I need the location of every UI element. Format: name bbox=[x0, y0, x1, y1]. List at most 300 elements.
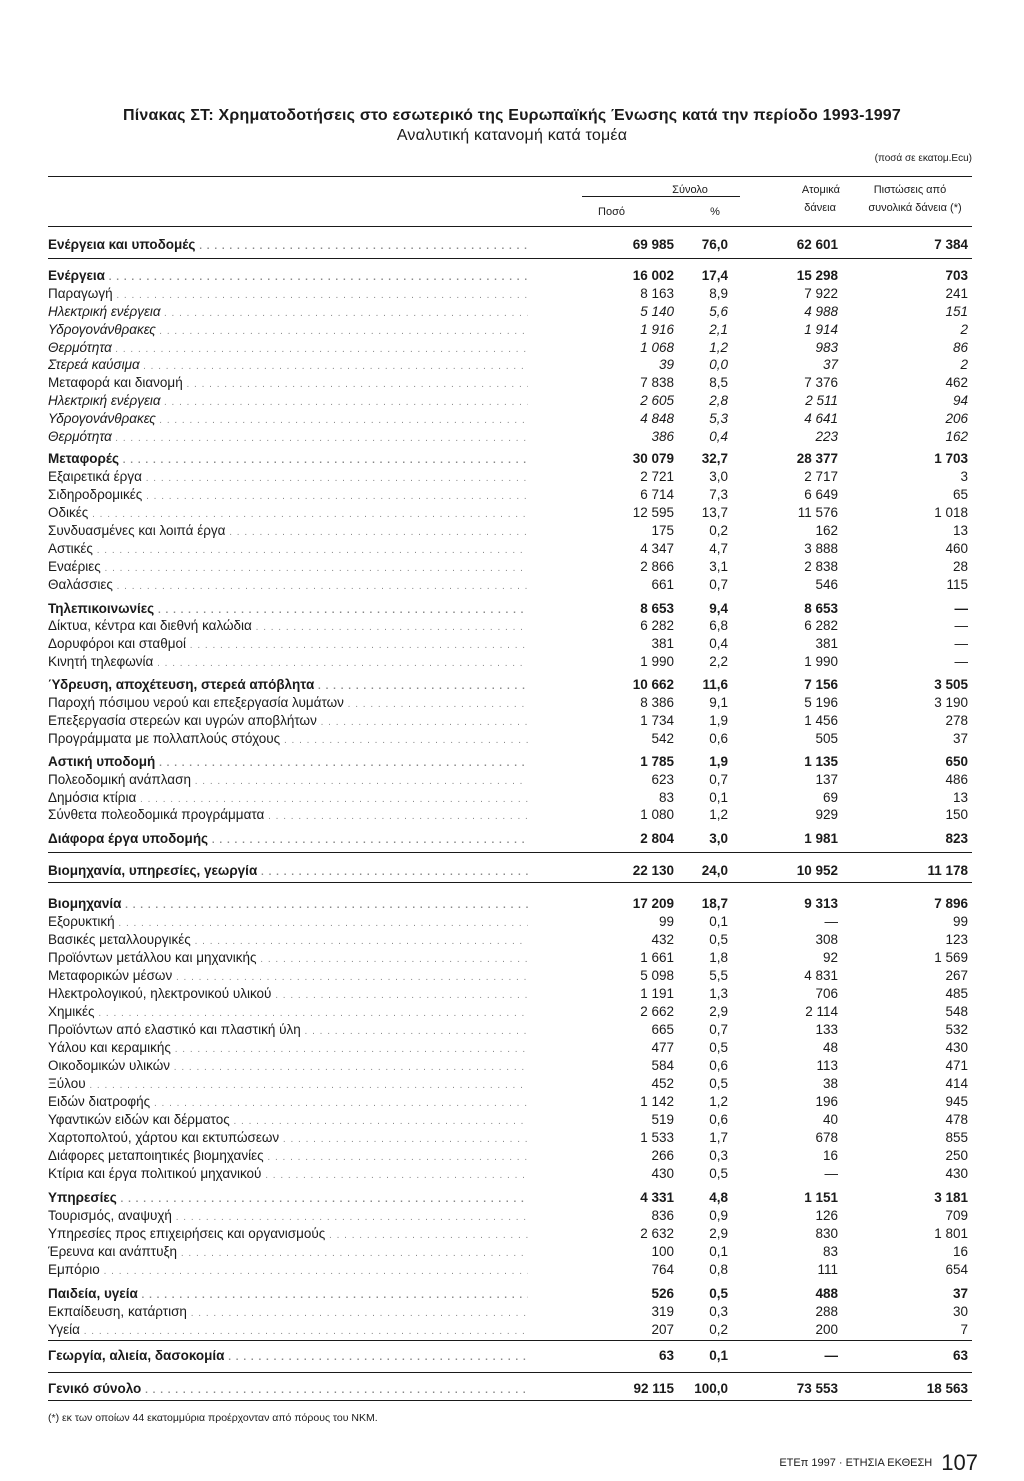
table-row bbox=[48, 913, 972, 930]
global-credits-cell: 86 bbox=[952, 340, 968, 355]
individual-loans-cell: 133 bbox=[815, 1022, 838, 1037]
amount-cell: 386 bbox=[651, 429, 674, 444]
row-label: Δημόσια κτίρια . . . bbox=[48, 789, 528, 808]
amount-cell: 1 990 bbox=[640, 654, 674, 669]
percent-cell: 17,4 bbox=[701, 268, 728, 283]
individual-loans-cell: 7 156 bbox=[804, 677, 838, 692]
row-label: Τηλεπικοινωνίες . . . bbox=[48, 600, 528, 619]
percent-cell: 0,2 bbox=[709, 1322, 728, 1337]
table-row bbox=[48, 806, 972, 823]
table-row bbox=[48, 1003, 972, 1020]
global-credits-cell: 3 505 bbox=[934, 677, 968, 692]
table-row bbox=[48, 285, 972, 302]
table-row bbox=[48, 339, 972, 356]
individual-loans-cell: 381 bbox=[815, 636, 838, 651]
table-row bbox=[48, 635, 972, 652]
row-label: Ηλεκτρική ενέργεια . . . bbox=[48, 392, 528, 411]
individual-loans-cell: 62 601 bbox=[796, 237, 838, 252]
global-credits-cell: 478 bbox=[945, 1112, 968, 1127]
percent-cell: 2,2 bbox=[709, 654, 728, 669]
percent-cell: 0,1 bbox=[709, 1244, 728, 1259]
amount-cell: 83 bbox=[658, 790, 674, 805]
table-row bbox=[48, 1347, 972, 1364]
amount-cell: 526 bbox=[651, 1286, 674, 1301]
percent-cell: 2,1 bbox=[709, 322, 728, 337]
global-credits-cell: 430 bbox=[945, 1166, 968, 1181]
global-credits-cell: 945 bbox=[945, 1094, 968, 1109]
global-credits-cell: 462 bbox=[945, 375, 968, 390]
row-label: Ενέργεια και υποδομές . . . bbox=[48, 236, 528, 255]
row-label: Ηλεκτρολογικού, ηλεκτρονικού υλικού . . . bbox=[48, 985, 528, 1004]
percent-cell: 6,8 bbox=[709, 618, 728, 633]
row-label: Υδρογονάνθρακες . . . bbox=[48, 410, 528, 429]
percent-cell: 3,0 bbox=[709, 469, 728, 484]
table-row bbox=[48, 862, 972, 879]
individual-loans-cell: 15 298 bbox=[796, 268, 838, 283]
table-row bbox=[48, 236, 972, 253]
row-label: Βασικές μεταλλουργικές . . . bbox=[48, 931, 528, 950]
global-credits-cell: 123 bbox=[945, 932, 968, 947]
individual-loans-cell: 6 282 bbox=[804, 618, 838, 633]
row-label: Αστική υποδομή . . . bbox=[48, 753, 528, 772]
percent-cell: 0,1 bbox=[709, 914, 728, 929]
table-row bbox=[48, 450, 972, 467]
global-credits-cell: 151 bbox=[945, 304, 968, 319]
individual-loans-cell: 83 bbox=[822, 1244, 838, 1259]
group-rule bbox=[582, 196, 740, 197]
table-row bbox=[48, 1147, 972, 1164]
table-row bbox=[48, 967, 972, 984]
individual-loans-cell: — bbox=[824, 1348, 838, 1363]
global-credits-cell: 250 bbox=[945, 1148, 968, 1163]
percent-cell: 0,7 bbox=[709, 772, 728, 787]
amount-cell: 2 632 bbox=[640, 1226, 674, 1241]
individual-loans-cell: 4 831 bbox=[804, 968, 838, 983]
table-row bbox=[48, 1111, 972, 1128]
section-rule bbox=[48, 882, 972, 883]
global-credits-cell: 709 bbox=[945, 1208, 968, 1223]
table-row bbox=[48, 486, 972, 503]
percent-cell: 4,8 bbox=[709, 1190, 728, 1205]
table-row bbox=[48, 895, 972, 912]
percent-cell: 0,9 bbox=[709, 1208, 728, 1223]
table-row bbox=[48, 617, 972, 634]
amount-cell: 92 115 bbox=[633, 1381, 674, 1396]
table-row bbox=[48, 771, 972, 788]
global-credits-cell: 278 bbox=[945, 713, 968, 728]
percent-cell: 0,0 bbox=[709, 357, 728, 372]
amount-cell: 22 130 bbox=[632, 863, 674, 878]
amount-cell: 319 bbox=[651, 1304, 674, 1319]
percent-cell: 11,6 bbox=[702, 677, 728, 692]
row-label: Οικοδομικών υλικών . . . bbox=[48, 1057, 528, 1076]
percent-cell: 32,7 bbox=[701, 451, 728, 466]
row-label: Γεωργία, αλιεία, δασοκομία . . . bbox=[48, 1347, 528, 1366]
table-row bbox=[48, 1303, 972, 1320]
table-row bbox=[48, 468, 972, 485]
header-individual-2: δάνεια bbox=[804, 202, 836, 214]
row-label: Οδικές . . . bbox=[48, 504, 528, 523]
percent-cell: 0,4 bbox=[709, 429, 728, 444]
table-row bbox=[48, 1057, 972, 1074]
table-row bbox=[48, 392, 972, 409]
global-credits-cell: 65 bbox=[952, 487, 968, 502]
percent-cell: 0,8 bbox=[709, 1262, 728, 1277]
amount-cell: 1 068 bbox=[640, 340, 674, 355]
global-credits-cell: 3 190 bbox=[934, 695, 968, 710]
percent-cell: 7,3 bbox=[709, 487, 728, 502]
amount-cell: 99 bbox=[658, 914, 674, 929]
table-row bbox=[48, 303, 972, 320]
amount-cell: 2 866 bbox=[640, 559, 674, 574]
global-credits-cell: 532 bbox=[945, 1022, 968, 1037]
individual-loans-cell: 196 bbox=[815, 1094, 838, 1109]
header-individual-1: Ατομικά bbox=[801, 184, 840, 196]
table-row bbox=[48, 931, 972, 948]
row-label: Ύδρευση, αποχέτευση, στερεά απόβλητα . . . bbox=[48, 676, 528, 695]
row-label: Τουρισμός, αναψυχή . . . bbox=[48, 1207, 528, 1226]
row-label: Υπηρεσίες προς επιχειρήσεις και οργανισμούς . . . bbox=[48, 1225, 528, 1244]
row-label: Μεταφορές . . . bbox=[48, 450, 528, 469]
table-row bbox=[48, 1165, 972, 1182]
individual-loans-cell: 162 bbox=[815, 523, 838, 538]
header-credits-2: συνολικά δάνεια (*) bbox=[868, 202, 962, 214]
individual-loans-cell: 488 bbox=[815, 1286, 838, 1301]
table-row bbox=[48, 267, 972, 284]
footnote: (*) εκ των οποίων 44 εκατομμύρια προέρχονταν από πόρους του ΝΚΜ. bbox=[48, 1412, 378, 1424]
global-credits-cell: 3 181 bbox=[934, 1190, 968, 1205]
table-row bbox=[48, 600, 972, 617]
row-label: Ενέργεια . . . bbox=[48, 267, 528, 286]
percent-cell: 0,7 bbox=[709, 577, 728, 592]
row-label: Δίκτυα, κέντρα και διεθνή καλώδια . . . bbox=[48, 617, 528, 636]
row-label: Εξορυκτική . . . bbox=[48, 913, 528, 932]
global-credits-cell: 162 bbox=[945, 429, 968, 444]
table-row bbox=[48, 1285, 972, 1302]
row-label: Μεταφορικών μέσων . . . bbox=[48, 967, 528, 986]
individual-loans-cell: 126 bbox=[815, 1208, 838, 1223]
header-rule bbox=[48, 226, 972, 227]
individual-loans-cell: 2 717 bbox=[804, 469, 838, 484]
row-label: Στερεά καύσιμα . . . bbox=[48, 356, 528, 375]
row-label: Διάφορες μεταποιητικές βιομηχανίες . . . bbox=[48, 1147, 528, 1166]
table-row bbox=[48, 830, 972, 847]
page-number: 107 bbox=[941, 1450, 978, 1475]
global-credits-cell: 1 018 bbox=[934, 505, 968, 520]
top-rule bbox=[48, 176, 972, 177]
amount-cell: 7 838 bbox=[640, 375, 674, 390]
table-title: Πίνακας ΣΤ: Χρηματοδοτήσεις στο εσωτερικό της Ευρωπαϊκής Ένωσης κατά την περίοδο 1993-1997 bbox=[123, 107, 901, 124]
amount-cell: 381 bbox=[651, 636, 674, 651]
table-row bbox=[48, 1321, 972, 1338]
global-credits-cell: 13 bbox=[952, 790, 968, 805]
global-credits-cell: 94 bbox=[952, 393, 968, 408]
table-row bbox=[48, 676, 972, 693]
global-credits-cell: 414 bbox=[945, 1076, 968, 1091]
percent-cell: 0,7 bbox=[709, 1022, 728, 1037]
table-row bbox=[48, 694, 972, 711]
table-row bbox=[48, 653, 972, 670]
table-row bbox=[48, 1380, 972, 1397]
global-credits-cell: — bbox=[954, 601, 968, 616]
row-label: Ειδών διατροφής . . . bbox=[48, 1093, 528, 1112]
row-label: Βιομηχανία . . . bbox=[48, 895, 528, 914]
row-label: Προγράμματα με πολλαπλούς στόχους . . . bbox=[48, 730, 528, 749]
section-rule bbox=[48, 1372, 972, 1373]
section-rule bbox=[48, 1400, 972, 1401]
percent-cell: 9,1 bbox=[709, 695, 728, 710]
amount-cell: 69 985 bbox=[632, 237, 674, 252]
row-label: Υάλου και κεραμικής . . . bbox=[48, 1039, 528, 1058]
individual-loans-cell: 1 151 bbox=[804, 1190, 838, 1205]
global-credits-cell: 485 bbox=[945, 986, 968, 1001]
amount-cell: 623 bbox=[651, 772, 674, 787]
individual-loans-cell: 1 456 bbox=[804, 713, 838, 728]
table-row bbox=[48, 1243, 972, 1260]
percent-cell: 5,6 bbox=[709, 304, 728, 319]
global-credits-cell: — bbox=[954, 654, 968, 669]
amount-cell: 4 331 bbox=[640, 1190, 674, 1205]
row-label: Χαρτοπολτού, χάρτου και εκτυπώσεων . . . bbox=[48, 1129, 528, 1148]
header-credits-1: Πιστώσεις από bbox=[873, 184, 947, 196]
percent-cell: 2,9 bbox=[709, 1004, 728, 1019]
header-amount: Ποσό bbox=[598, 206, 625, 218]
unit-note: (ποσά σε εκατομ.Ecu) bbox=[874, 153, 972, 164]
table-subtitle: Αναλυτική κατανομή κατά τομέα bbox=[396, 127, 628, 144]
amount-cell: 1 785 bbox=[640, 754, 674, 769]
table-row bbox=[48, 1075, 972, 1092]
global-credits-cell: 16 bbox=[952, 1244, 968, 1259]
table-row bbox=[48, 730, 972, 747]
amount-cell: 4 848 bbox=[640, 411, 674, 426]
table-row bbox=[48, 576, 972, 593]
global-credits-cell: 703 bbox=[945, 268, 968, 283]
individual-loans-cell: — bbox=[824, 914, 838, 929]
individual-loans-cell: 3 888 bbox=[804, 541, 838, 556]
amount-cell: 2 721 bbox=[640, 469, 674, 484]
individual-loans-cell: 546 bbox=[815, 577, 838, 592]
row-label: Βιομηχανία, υπηρεσίες, γεωργία . . . bbox=[48, 862, 528, 881]
amount-cell: 542 bbox=[651, 731, 674, 746]
individual-loans-cell: 6 649 bbox=[804, 487, 838, 502]
table-row bbox=[48, 1207, 972, 1224]
percent-cell: 8,9 bbox=[709, 286, 728, 301]
percent-cell: 9,4 bbox=[709, 601, 728, 616]
percent-cell: 24,0 bbox=[701, 863, 728, 878]
global-credits-cell: — bbox=[954, 636, 968, 651]
amount-cell: 8 386 bbox=[640, 695, 674, 710]
percent-cell: 0,6 bbox=[709, 731, 728, 746]
individual-loans-cell: 1 990 bbox=[804, 654, 838, 669]
individual-loans-cell: 4 641 bbox=[804, 411, 838, 426]
amount-cell: 477 bbox=[651, 1040, 674, 1055]
row-label: Εξαιρετικά έργα . . . bbox=[48, 468, 528, 487]
row-label: Χημικές . . . bbox=[48, 1003, 528, 1022]
table-row bbox=[48, 504, 972, 521]
individual-loans-cell: 113 bbox=[816, 1058, 838, 1073]
individual-loans-cell: 69 bbox=[822, 790, 838, 805]
table-row bbox=[48, 374, 972, 391]
global-credits-cell: 486 bbox=[945, 772, 968, 787]
amount-cell: 1 734 bbox=[640, 713, 674, 728]
table-row bbox=[48, 712, 972, 729]
individual-loans-cell: 137 bbox=[815, 772, 838, 787]
individual-loans-cell: 1 914 bbox=[804, 322, 838, 337]
table-row bbox=[48, 985, 972, 1002]
percent-cell: 4,7 bbox=[709, 541, 728, 556]
header-percent: % bbox=[710, 206, 720, 218]
individual-loans-cell: 2 114 bbox=[805, 1004, 838, 1019]
global-credits-cell: 7 384 bbox=[934, 237, 968, 252]
global-credits-cell: 13 bbox=[952, 523, 968, 538]
individual-loans-cell: 11 576 bbox=[797, 505, 838, 520]
row-label: Υπηρεσίες . . . bbox=[48, 1189, 528, 1208]
global-credits-cell: 3 bbox=[960, 469, 968, 484]
row-label: Δορυφόροι και σταθμοί . . . bbox=[48, 635, 528, 654]
percent-cell: 18,7 bbox=[701, 896, 728, 911]
individual-loans-cell: 308 bbox=[815, 932, 838, 947]
percent-cell: 0,4 bbox=[709, 636, 728, 651]
amount-cell: 584 bbox=[651, 1058, 674, 1073]
global-credits-cell: 855 bbox=[945, 1130, 968, 1145]
amount-cell: 266 bbox=[651, 1148, 674, 1163]
amount-cell: 6 714 bbox=[640, 487, 674, 502]
percent-cell: 0,1 bbox=[709, 1348, 728, 1363]
global-credits-cell: 1 569 bbox=[934, 950, 968, 965]
page-footer bbox=[779, 1450, 978, 1476]
row-label: Υδρογονάνθρακες . . . bbox=[48, 321, 528, 340]
table-row bbox=[48, 410, 972, 427]
amount-cell: 452 bbox=[651, 1076, 674, 1091]
percent-cell: 0,5 bbox=[709, 1076, 728, 1091]
row-label: Θαλάσσιες . . . bbox=[48, 576, 528, 595]
global-credits-cell: 28 bbox=[952, 559, 968, 574]
amount-cell: 17 209 bbox=[632, 896, 674, 911]
global-credits-cell: 267 bbox=[945, 968, 968, 983]
individual-loans-cell: 48 bbox=[822, 1040, 838, 1055]
row-label: Αστικές . . . bbox=[48, 540, 528, 559]
individual-loans-cell: 111 bbox=[817, 1262, 838, 1277]
table-row bbox=[48, 1129, 972, 1146]
individual-loans-cell: 7 922 bbox=[804, 286, 838, 301]
individual-loans-cell: 678 bbox=[815, 1130, 838, 1145]
table-row bbox=[48, 1261, 972, 1278]
percent-cell: 2,9 bbox=[709, 1226, 728, 1241]
row-label: Γενικό σύνολο . . . bbox=[48, 1380, 528, 1399]
percent-cell: 0,3 bbox=[709, 1148, 728, 1163]
amount-cell: 5 140 bbox=[640, 304, 674, 319]
amount-cell: 8 163 bbox=[640, 286, 674, 301]
section-rule bbox=[48, 1340, 972, 1341]
amount-cell: 764 bbox=[651, 1262, 674, 1277]
table-row bbox=[48, 356, 972, 373]
global-credits-cell: 654 bbox=[945, 1262, 968, 1277]
row-label: Σύνθετα πολεοδομικά προγράμματα . . . bbox=[48, 806, 528, 825]
row-label: Υγεία . . . bbox=[48, 1321, 528, 1340]
percent-cell: 3,1 bbox=[709, 559, 728, 574]
percent-cell: 0,3 bbox=[709, 1304, 728, 1319]
individual-loans-cell: 288 bbox=[815, 1304, 838, 1319]
individual-loans-cell: 5 196 bbox=[804, 695, 838, 710]
amount-cell: 100 bbox=[651, 1244, 674, 1259]
percent-cell: 13,7 bbox=[701, 505, 728, 520]
global-credits-cell: 99 bbox=[952, 914, 968, 929]
row-label: Έρευνα και ανάπτυξη . . . bbox=[48, 1243, 528, 1262]
table-row bbox=[48, 949, 972, 966]
amount-cell: 8 653 bbox=[640, 601, 674, 616]
row-label: Μεταφορά και διανομή . . . bbox=[48, 374, 528, 393]
percent-cell: 8,5 bbox=[709, 375, 728, 390]
individual-loans-cell: 4 988 bbox=[804, 304, 838, 319]
individual-loans-cell: 2 511 bbox=[805, 393, 838, 408]
individual-loans-cell: 28 377 bbox=[796, 451, 838, 466]
global-credits-cell: 11 178 bbox=[927, 863, 968, 878]
global-credits-cell: 115 bbox=[946, 577, 968, 592]
individual-loans-cell: 8 653 bbox=[804, 601, 838, 616]
table-row bbox=[48, 540, 972, 557]
row-label: Ηλεκτρική ενέργεια . . . bbox=[48, 303, 528, 322]
amount-cell: 661 bbox=[651, 577, 674, 592]
row-label: Ξύλου . . . bbox=[48, 1075, 528, 1094]
global-credits-cell: 1 703 bbox=[934, 451, 968, 466]
row-label: Εμπόριο . . . bbox=[48, 1261, 528, 1280]
row-label: Θερμότητα . . . bbox=[48, 428, 528, 447]
percent-cell: 0,5 bbox=[709, 1040, 728, 1055]
individual-loans-cell: 223 bbox=[815, 429, 838, 444]
amount-cell: 665 bbox=[651, 1022, 674, 1037]
table-row bbox=[48, 1021, 972, 1038]
amount-cell: 1 533 bbox=[640, 1130, 674, 1145]
amount-cell: 39 bbox=[658, 357, 674, 372]
percent-cell: 0,6 bbox=[709, 1112, 728, 1127]
row-label: Πολεοδομική ανάπλαση . . . bbox=[48, 771, 528, 790]
row-label: Κτίρια και έργα πολιτικού μηχανικού . . . bbox=[48, 1165, 528, 1184]
global-credits-cell: 430 bbox=[945, 1040, 968, 1055]
row-label: Προϊόντων μετάλλου και μηχανικής . . . bbox=[48, 949, 528, 968]
amount-cell: 175 bbox=[651, 523, 674, 538]
individual-loans-cell: 1 981 bbox=[804, 831, 838, 846]
percent-cell: 76,0 bbox=[701, 237, 728, 252]
amount-cell: 1 191 bbox=[640, 986, 674, 1001]
individual-loans-cell: 929 bbox=[815, 807, 838, 822]
row-label: Διάφορα έργα υποδομής . . . bbox=[48, 830, 528, 849]
individual-loans-cell: 505 bbox=[815, 731, 838, 746]
table-row bbox=[48, 522, 972, 539]
table-row bbox=[48, 1225, 972, 1242]
percent-cell: 3,0 bbox=[709, 831, 728, 846]
individual-loans-cell: 830 bbox=[815, 1226, 838, 1241]
amount-cell: 63 bbox=[658, 1348, 674, 1363]
percent-cell: 0,2 bbox=[709, 523, 728, 538]
table-row bbox=[48, 789, 972, 806]
amount-cell: 16 002 bbox=[632, 268, 674, 283]
global-credits-cell: 150 bbox=[945, 807, 968, 822]
row-label: Εναέριες . . . bbox=[48, 558, 528, 577]
table-row bbox=[48, 558, 972, 575]
amount-cell: 1 142 bbox=[640, 1094, 674, 1109]
percent-cell: 5,3 bbox=[709, 411, 728, 426]
individual-loans-cell: — bbox=[824, 1166, 838, 1181]
percent-cell: 1,7 bbox=[709, 1130, 728, 1145]
amount-cell: 2 804 bbox=[640, 831, 674, 846]
table-row bbox=[48, 753, 972, 770]
percent-cell: 5,5 bbox=[709, 968, 728, 983]
individual-loans-cell: 37 bbox=[822, 357, 838, 372]
global-credits-cell: 206 bbox=[945, 411, 968, 426]
row-label: Υφαντικών ειδών και δέρματος . . . bbox=[48, 1111, 528, 1130]
row-label: Συνδυασμένες και λοιπά έργα . . . bbox=[48, 522, 528, 541]
amount-cell: 30 079 bbox=[632, 451, 674, 466]
